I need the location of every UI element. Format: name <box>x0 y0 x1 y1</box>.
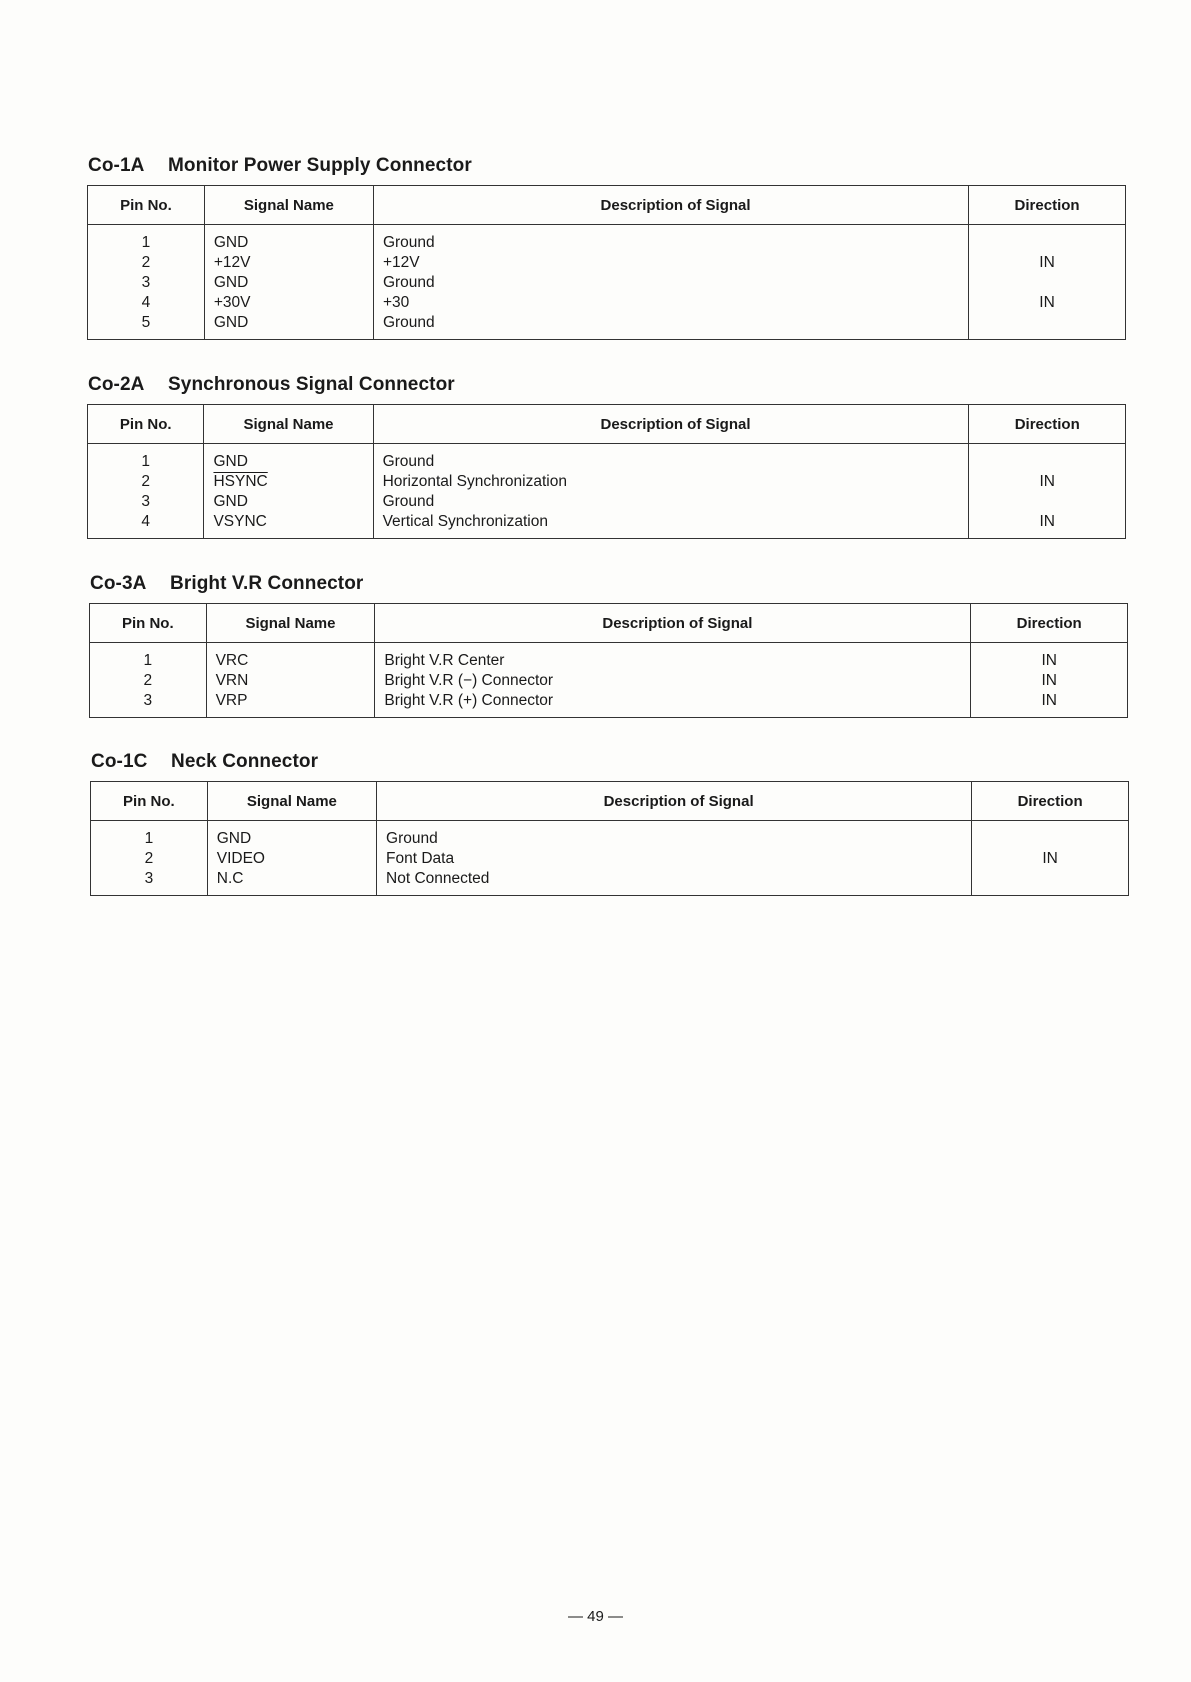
signal-direction <box>969 313 1125 333</box>
connector-table <box>87 404 1126 539</box>
header-description: Description of Signal <box>375 604 971 643</box>
pin-number: 1 <box>141 234 151 251</box>
pin-column <box>91 821 208 896</box>
signal-column <box>206 643 375 718</box>
pin-number: 1 <box>144 830 154 847</box>
pin-number: 3 <box>143 692 153 709</box>
table-body-row <box>88 444 1126 539</box>
signal-column <box>207 821 376 896</box>
header-signal-name: Signal Name <box>206 604 375 643</box>
header-direction: Direction <box>969 405 1126 444</box>
section-title <box>88 374 1126 396</box>
signal-name: GND <box>213 493 248 510</box>
pin-number: 1 <box>143 652 153 669</box>
signal-description: Ground <box>382 234 435 251</box>
signal-name: HSYNC <box>213 473 268 490</box>
pin-number: 4 <box>141 294 151 311</box>
signal-direction: IN <box>1039 294 1055 311</box>
signal-description: Vertical Synchronization <box>382 513 548 530</box>
signal-name: GND <box>213 314 249 331</box>
pin-number: 4 <box>141 513 151 530</box>
pin-number: 2 <box>144 850 154 867</box>
direction-column <box>972 821 1129 896</box>
table-body-row <box>91 821 1129 896</box>
signal-name: GND <box>216 830 252 847</box>
signal-name: VRN <box>215 672 249 689</box>
pin-number: 2 <box>143 672 153 689</box>
table-header-row <box>91 782 1129 821</box>
signal-description: Bright V.R (−) Connector <box>384 672 554 689</box>
section-title <box>91 751 1129 773</box>
section-title <box>90 573 1128 595</box>
signal-direction: IN <box>1042 850 1058 867</box>
pin-column <box>88 225 205 340</box>
section-code: Co-1C <box>91 751 148 772</box>
header-pin-no: Pin No. <box>91 782 208 821</box>
signal-direction <box>969 492 1125 512</box>
signal-name: VIDEO <box>216 850 265 867</box>
header-signal-name: Signal Name <box>204 405 373 444</box>
signal-column <box>204 444 373 539</box>
signal-direction <box>972 869 1128 889</box>
pin-number: 5 <box>141 314 151 331</box>
section-code: Co-3A <box>90 573 147 594</box>
pin-number: 3 <box>141 493 151 510</box>
table-header-row <box>88 405 1126 444</box>
section-co-1a <box>87 155 1126 340</box>
section-code: Co-1A <box>88 155 145 176</box>
section-name: Synchronous Signal Connector <box>168 374 455 395</box>
signal-description: +12V <box>382 254 420 271</box>
pin-column <box>90 643 207 718</box>
header-pin-no: Pin No. <box>88 405 204 444</box>
signal-direction <box>969 452 1125 472</box>
pin-number: 3 <box>141 274 151 291</box>
signal-direction <box>972 829 1128 849</box>
signal-description: Ground <box>382 274 435 291</box>
signal-description: Not Connected <box>386 870 490 887</box>
header-description: Description of Signal <box>377 782 972 821</box>
description-column <box>375 643 971 718</box>
header-signal-name: Signal Name <box>207 782 376 821</box>
header-direction: Direction <box>971 604 1128 643</box>
direction-column <box>969 225 1126 340</box>
section-co-1c <box>90 751 1129 896</box>
signal-description: Bright V.R (+) Connector <box>384 692 554 709</box>
signal-name: GND <box>213 274 249 291</box>
connector-table <box>90 781 1129 896</box>
connector-table <box>87 185 1126 340</box>
signal-direction: IN <box>1039 513 1055 530</box>
header-direction: Direction <box>972 782 1129 821</box>
signal-direction: IN <box>1039 254 1055 271</box>
signal-direction: IN <box>1041 652 1057 669</box>
signal-description: Ground <box>382 453 435 470</box>
header-direction: Direction <box>969 186 1126 225</box>
direction-column <box>971 643 1128 718</box>
pin-number: 3 <box>144 870 154 887</box>
section-code: Co-2A <box>88 374 145 395</box>
header-description: Description of Signal <box>373 186 968 225</box>
page-number: — 49 — <box>567 1608 624 1625</box>
signal-name: GND <box>213 234 249 251</box>
header-description: Description of Signal <box>373 405 969 444</box>
header-pin-no: Pin No. <box>90 604 207 643</box>
section-name: Neck Connector <box>171 751 319 772</box>
signal-direction <box>969 233 1125 253</box>
signal-direction: IN <box>1041 692 1057 709</box>
table-body-row <box>88 225 1126 340</box>
signal-name: +30V <box>213 294 251 311</box>
table-body-row <box>90 643 1128 718</box>
signal-name: VRP <box>215 692 248 709</box>
connector-table <box>89 603 1128 718</box>
header-pin-no: Pin No. <box>88 186 205 225</box>
signal-name: VSYNC <box>213 513 267 530</box>
signal-name: GND <box>213 453 248 470</box>
section-name: Bright V.R Connector <box>170 573 364 594</box>
section-title <box>88 155 1126 177</box>
signal-direction <box>969 273 1125 293</box>
signal-description: Bright V.R Center <box>384 652 505 669</box>
description-column <box>377 821 972 896</box>
pin-number: 2 <box>141 254 151 271</box>
signal-description: +30 <box>382 294 410 311</box>
signal-column <box>204 225 373 340</box>
signal-direction: IN <box>1041 672 1057 689</box>
pin-number: 1 <box>141 453 151 470</box>
header-signal-name: Signal Name <box>204 186 373 225</box>
description-column <box>373 444 969 539</box>
signal-name: +12V <box>213 254 251 271</box>
signal-name: N.C <box>216 870 244 887</box>
signal-description: Ground <box>382 493 435 510</box>
description-column <box>373 225 968 340</box>
direction-column <box>969 444 1126 539</box>
signal-direction: IN <box>1039 473 1055 490</box>
section-co-2a <box>87 374 1126 539</box>
section-co-3a <box>89 573 1128 718</box>
signal-name: VRC <box>215 652 249 669</box>
signal-description: Ground <box>382 314 435 331</box>
pin-number: 2 <box>141 473 151 490</box>
table-header-row <box>90 604 1128 643</box>
section-name: Monitor Power Supply Connector <box>168 155 472 176</box>
pin-column <box>88 444 204 539</box>
signal-description: Horizontal Synchronization <box>382 473 567 490</box>
signal-description: Ground <box>386 830 438 847</box>
table-header-row <box>88 186 1126 225</box>
signal-description: Font Data <box>386 850 455 867</box>
